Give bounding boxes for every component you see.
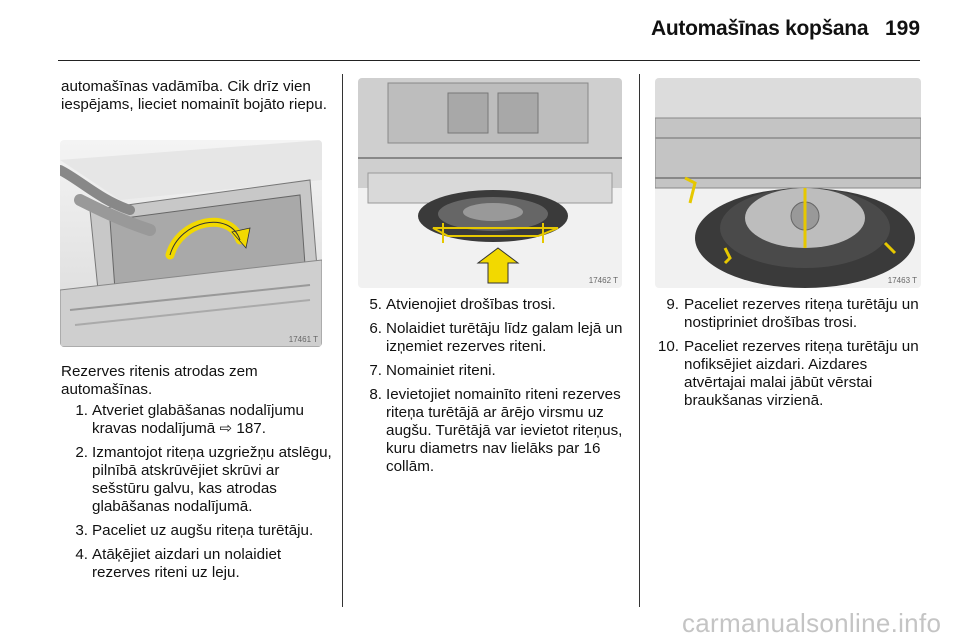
intro-paragraph: automašīnas vadāmība. Cik drīz vien iespējams, lieciet nomainīt bojāto riepu. <box>61 78 327 113</box>
chapter-title: Automašīnas kopšana <box>651 17 869 40</box>
header-divider <box>58 60 920 61</box>
column-divider-1 <box>342 74 343 607</box>
list-item: 10. Paceliet rezerves riteņa turētāju un nofiksējiet aizdari. Aizdares atvērtajai malai jābūt vērstai braukšanas virzienā. <box>657 338 919 409</box>
steps-list-3 <box>656 296 920 416</box>
list-item: 4. Atāķējiet aizdari un nolaidiet rezerves riteni uz leju. <box>75 546 282 581</box>
list-item: 7. Nomainiet riteni. <box>369 362 496 379</box>
spare-wheel-raise-figure <box>655 78 921 288</box>
list-item: 2. Izmantojot riteņa uzgriežņu atslēgu, pilnībā atskrūvējiet skrūvi ar sešstūru galvu, kas atrodas glabāšanas nodalījumā. <box>75 444 332 515</box>
list-item: 8. Ievietojiet nomainīto riteni rezerves riteņa turētājā ar ārējo virsmu uz augšu. Turētājā var ievietot riteņus, kuru diametrs nav lielāks par 16 collām. <box>369 386 623 475</box>
list-item: 1. Atveriet glabāšanas nodalījumu kravas nodalījumā ⇨ 187. <box>75 402 304 437</box>
list-item: 6. Nolaidiet turētāju līdz galam lejā un izņemiet rezerves riteni. <box>369 320 623 355</box>
spare-wheel-lowered-illustration <box>358 78 622 288</box>
column-divider-2 <box>639 74 640 607</box>
watermark: carmanualsonline.info <box>682 608 942 638</box>
trunk-illustration <box>60 140 322 347</box>
list-item: 5. Atvienojiet drošības trosi. <box>369 296 556 313</box>
figure-code: 17463 T <box>887 276 917 285</box>
spare-wheel-location-paragraph: Rezerves ritenis atrodas zem automašīnas. <box>61 363 258 398</box>
spare-wheel-raised-illustration <box>655 78 921 288</box>
trunk-figure <box>60 140 322 347</box>
steps-list-1 <box>68 402 340 588</box>
page-header <box>0 0 960 62</box>
figure-code: 17461 T <box>288 335 318 344</box>
steps-list-2 <box>362 296 632 482</box>
list-item: 3. Paceliet uz augšu riteņa turētāju. <box>75 522 314 539</box>
list-item: 9. Paceliet rezerves riteņa turētāju un nostipriniet drošības trosi. <box>666 296 919 331</box>
page-number: 199 <box>885 17 921 40</box>
figure-code: 17462 T <box>588 276 618 285</box>
spare-wheel-lower-figure <box>358 78 622 288</box>
